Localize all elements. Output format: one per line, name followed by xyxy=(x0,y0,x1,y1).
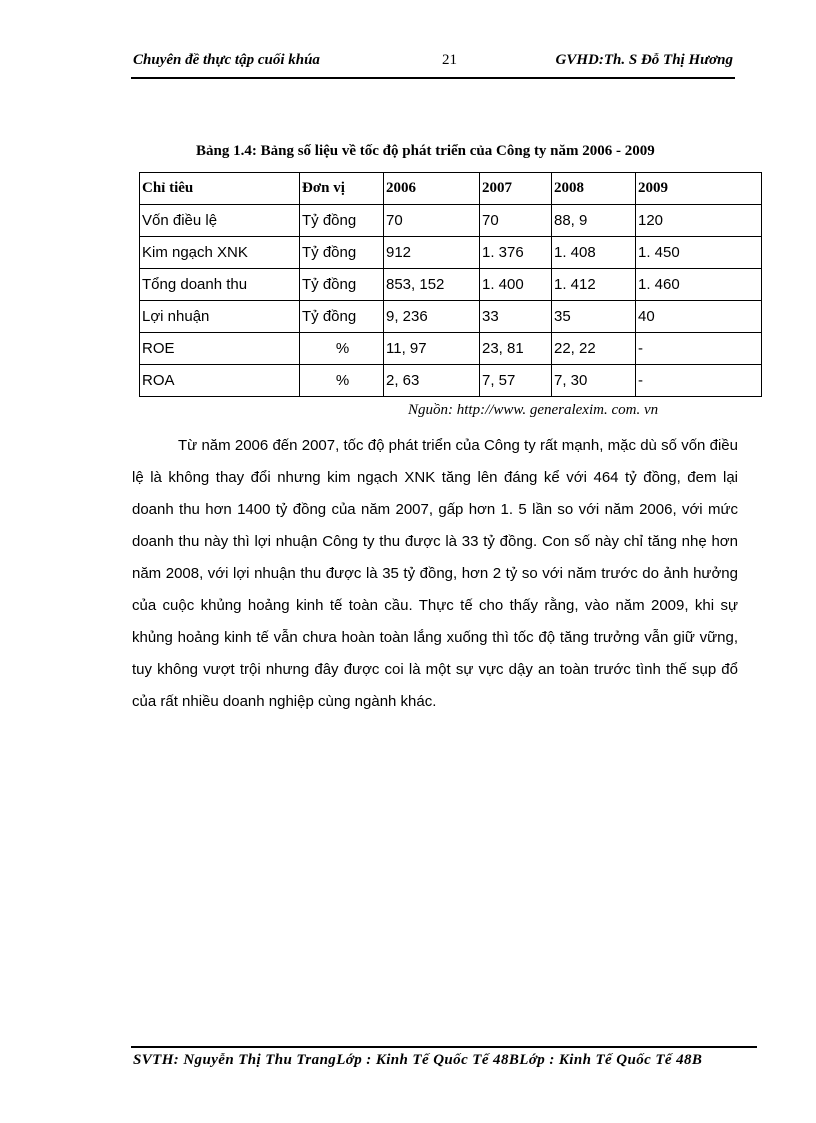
table-cell: Kim ngạch XNK xyxy=(140,237,300,269)
table-caption: Bảng 1.4: Bảng số liệu về tốc độ phát triển của Công ty năm 2006 - 2009 xyxy=(196,143,655,159)
page-footer: SVTH: Nguyễn Thị Thu TrangLớp : Kinh Tế Quốc Tế 48BLớp : Kinh Tế Quốc Tế 48B xyxy=(133,1052,703,1068)
table-cell: 912 xyxy=(384,237,480,269)
growth-table xyxy=(139,172,762,397)
table-header-row xyxy=(140,173,762,205)
table-cell: 1. 412 xyxy=(552,269,636,301)
table-cell: 70 xyxy=(384,205,480,237)
table-cell: Lợi nhuận xyxy=(140,301,300,333)
table-cell: Tỷ đồng xyxy=(300,269,384,301)
table-row xyxy=(140,333,762,365)
table-cell: - xyxy=(636,365,762,397)
table-cell: 1. 376 xyxy=(480,237,552,269)
table-row xyxy=(140,365,762,397)
page-header xyxy=(133,52,733,76)
table-row xyxy=(140,237,762,269)
table-cell: ROA xyxy=(140,365,300,397)
footer-rule xyxy=(131,1046,757,1048)
header-title: Chuyên đề thực tập cuối khúa xyxy=(133,52,320,68)
table-cell: Vốn điều lệ xyxy=(140,205,300,237)
paragraph-text: Từ năm 2006 đến 2007, tốc độ phát triển của Công ty rất mạnh, mặc dù số vốn điều lệ là không thay đổi nhưng kim ngạch XNK tăng lên đáng kể với 464 tỷ đồng, đem lại doanh thu hơn 1400 tỷ đồng của năm 2007, gấp hơn 1. 5 lần so với năm 2006, với mức doanh thu này thì lợi nhuận Công ty thu được là 33 tỷ đồng. Con số này chỉ tăng nhẹ hơn năm 2008, với lợi nhuận thu được là 35 tỷ đồng, hơn 2 tỷ so với năm trước do ảnh hưởng của cuộc khủng hoảng kinh tế toàn cầu. Thực tế cho thấy rằng, vào năm 2009, khi sự khủng hoảng kinh tế vẫn chưa hoàn toàn lắng xuống thì tốc độ tăng trưởng vẫn giữ vững, tuy không vượt trội nhưng đây được coi là một sự vực dậy an toàn trước tình thế sụp đổ của rất nhiều doanh nghiệp cùng ngành khác. xyxy=(132,437,738,710)
table-cell: % xyxy=(300,365,384,397)
table-header-cell: 2006 xyxy=(384,173,480,205)
table-row xyxy=(140,301,762,333)
table-header-cell: 2009 xyxy=(636,173,762,205)
table-cell: 9, 236 xyxy=(384,301,480,333)
header-advisor: GVHD:Th. S Đỗ Thị Hương xyxy=(555,52,733,68)
table-cell: 2, 63 xyxy=(384,365,480,397)
table-cell: 853, 152 xyxy=(384,269,480,301)
table-cell: - xyxy=(636,333,762,365)
table-source: Nguồn: http://www. generalexim. com. vn xyxy=(408,402,659,418)
table-cell: 1. 460 xyxy=(636,269,762,301)
table-cell: 23, 81 xyxy=(480,333,552,365)
table-cell: % xyxy=(300,333,384,365)
table-cell: Tỷ đồng xyxy=(300,237,384,269)
table-cell: 33 xyxy=(480,301,552,333)
table-cell: 11, 97 xyxy=(384,333,480,365)
table-cell: Tổng doanh thu xyxy=(140,269,300,301)
table-header-cell: 2008 xyxy=(552,173,636,205)
table-cell: Tỷ đồng xyxy=(300,301,384,333)
table-cell: 40 xyxy=(636,301,762,333)
table-cell: 120 xyxy=(636,205,762,237)
table-header-cell: Chỉ tiêu xyxy=(140,173,300,205)
table-cell: ROE xyxy=(140,333,300,365)
table-cell: 1. 408 xyxy=(552,237,636,269)
table-cell: 88, 9 xyxy=(552,205,636,237)
table-header-cell: Đơn vị xyxy=(300,173,384,205)
table-cell: Tỷ đồng xyxy=(300,205,384,237)
table-cell: 7, 57 xyxy=(480,365,552,397)
table-cell: 70 xyxy=(480,205,552,237)
header-rule xyxy=(131,77,735,79)
table-header-cell: 2007 xyxy=(480,173,552,205)
body-paragraph xyxy=(132,430,738,718)
table-row xyxy=(140,205,762,237)
page-number: 21 xyxy=(442,52,457,68)
table-cell: 1. 450 xyxy=(636,237,762,269)
table-cell: 1. 400 xyxy=(480,269,552,301)
table-row xyxy=(140,269,762,301)
table-cell: 7, 30 xyxy=(552,365,636,397)
table-cell: 22, 22 xyxy=(552,333,636,365)
table-cell: 35 xyxy=(552,301,636,333)
